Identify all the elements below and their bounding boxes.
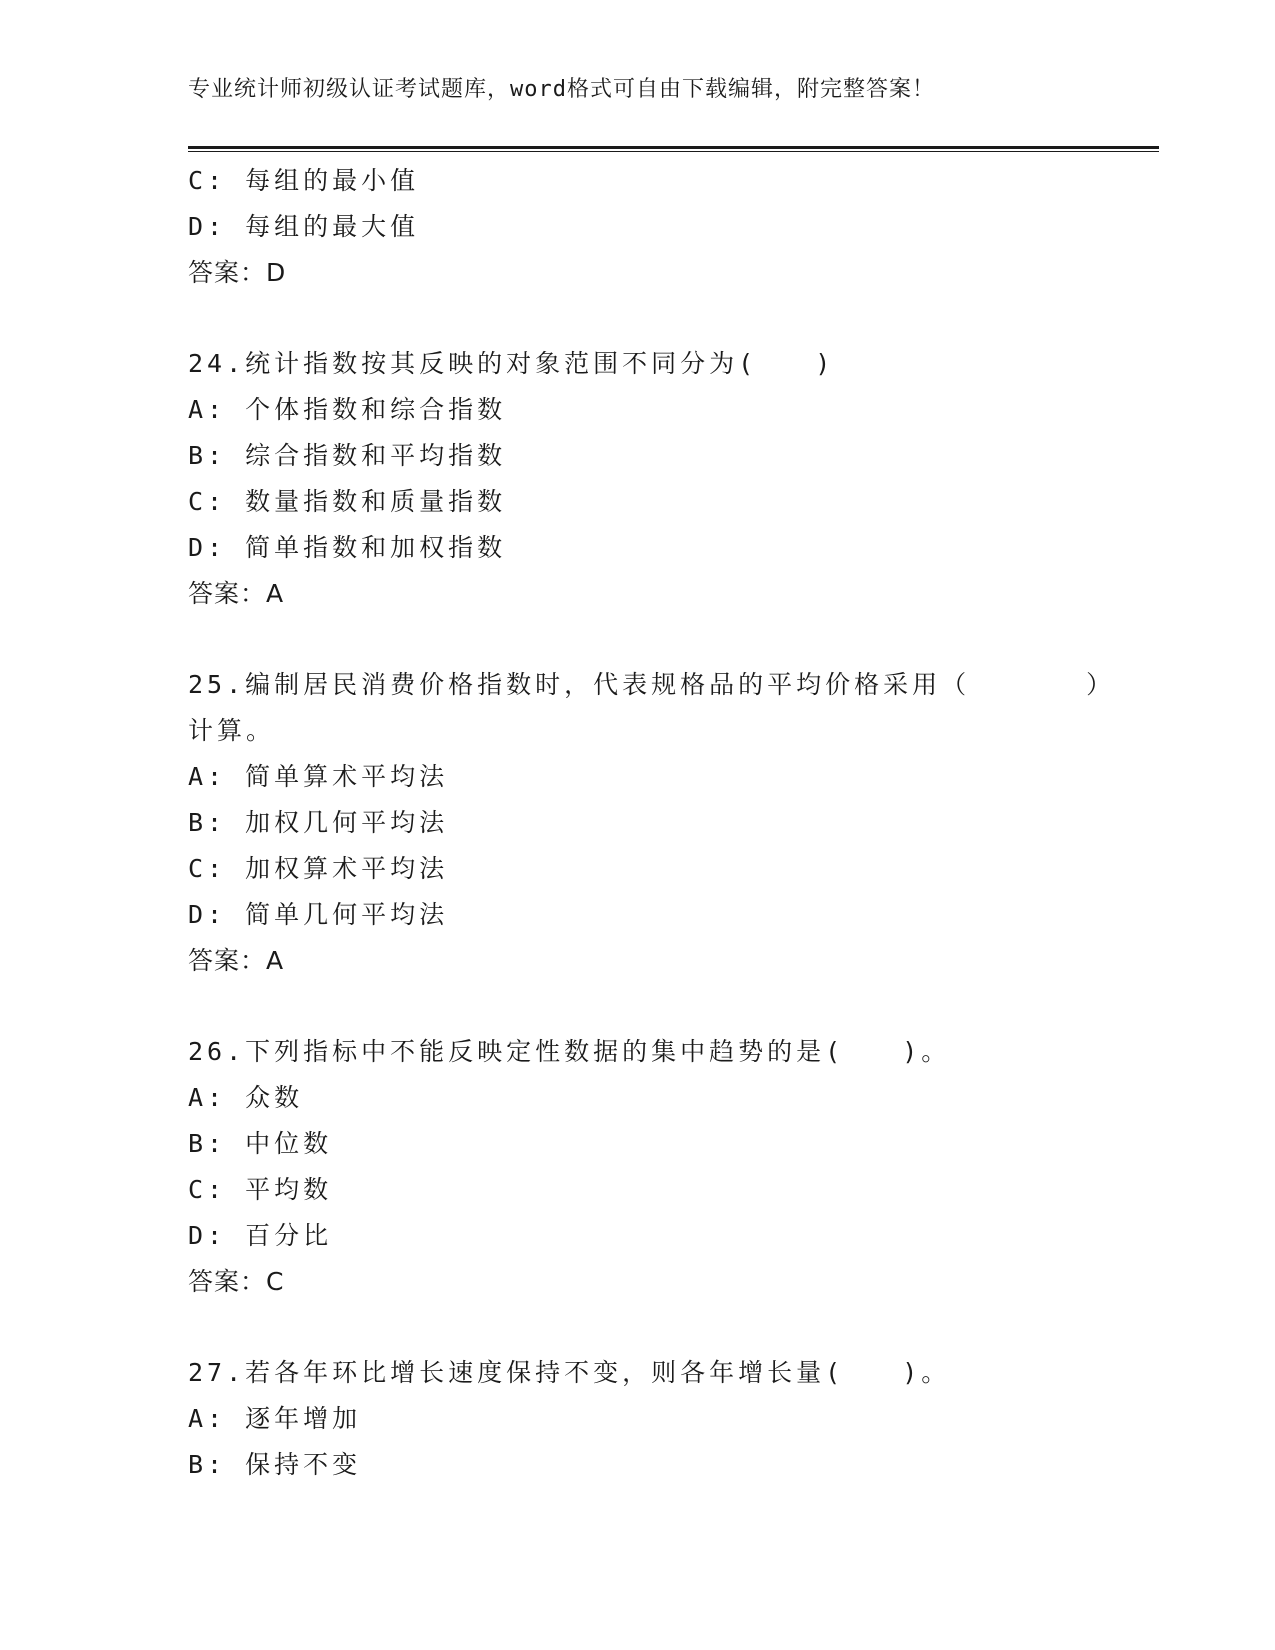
question-stem-continued: 计算。 <box>188 716 276 745</box>
answer: 答案：A <box>188 946 285 975</box>
page-header: 专业统计师初级认证考试题库，word格式可自由下载编辑，附完整答案！ <box>188 77 935 102</box>
prev-question-tail <box>188 158 1088 296</box>
option-b: B: 综合指数和平均指数 <box>188 441 507 470</box>
option-b: B: 加权几何平均法 <box>188 808 449 837</box>
option-d: D: 简单几何平均法 <box>188 900 449 929</box>
question-27 <box>188 1350 1088 1488</box>
option-c: C: 数量指数和质量指数 <box>188 487 507 516</box>
question-stem: 25.编制居民消费价格指数时，代表规格品的平均价格采用（ ） <box>188 670 1116 699</box>
answer: 答案：D <box>188 258 287 287</box>
option-c: C: 加权算术平均法 <box>188 854 449 883</box>
question-stem: 27.若各年环比增长速度保持不变，则各年增长量( )。 <box>188 1358 951 1387</box>
question-24 <box>188 341 1088 617</box>
question-25 <box>188 662 1116 984</box>
option-a: A: 简单算术平均法 <box>188 762 449 791</box>
option-c: C: 平均数 <box>188 1175 333 1204</box>
header-rule <box>188 146 1159 152</box>
answer: 答案：C <box>188 1267 285 1296</box>
option-d: D: 每组的最大值 <box>188 212 420 241</box>
option-b: B: 保持不变 <box>188 1450 362 1479</box>
answer: 答案：A <box>188 579 285 608</box>
option-a: A: 逐年增加 <box>188 1404 362 1433</box>
question-stem: 24.统计指数按其反映的对象范围不同分为( ) <box>188 349 835 378</box>
document-body <box>188 158 1116 1488</box>
option-a: A: 个体指数和综合指数 <box>188 395 507 424</box>
question-26 <box>188 1029 1088 1305</box>
option-b: B: 中位数 <box>188 1129 333 1158</box>
option-c: C: 每组的最小值 <box>188 166 420 195</box>
question-stem: 26.下列指标中不能反映定性数据的集中趋势的是( )。 <box>188 1037 951 1066</box>
option-d: D: 百分比 <box>188 1221 333 1250</box>
option-a: A: 众数 <box>188 1083 304 1112</box>
option-d: D: 简单指数和加权指数 <box>188 533 507 562</box>
